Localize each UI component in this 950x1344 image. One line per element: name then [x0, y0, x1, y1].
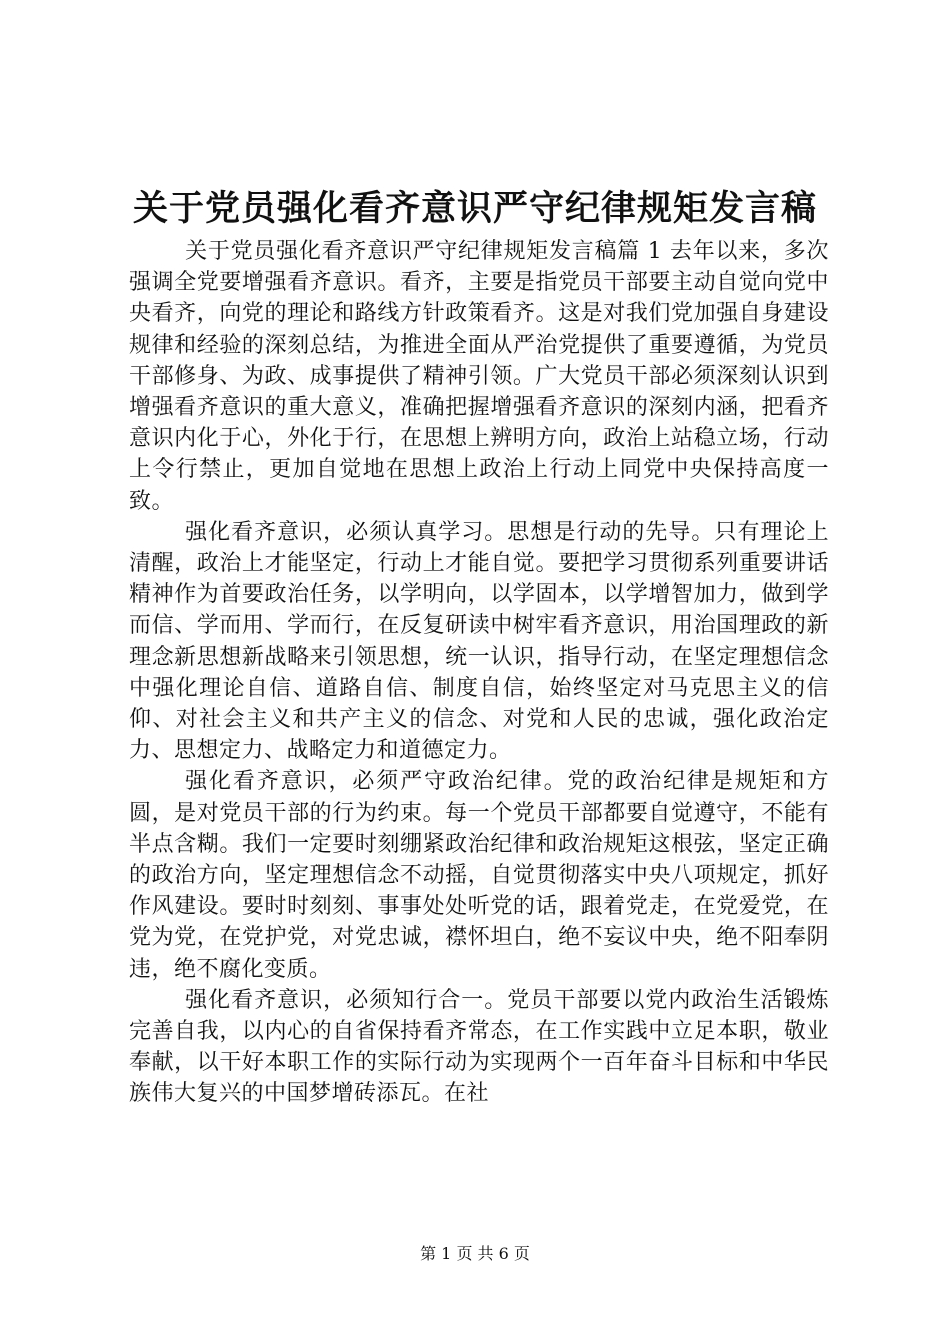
paragraph-2: 强化看齐意识，必须认真学习。思想是行动的先导。只有理论上清醒，政治上才能坚定，行动上才能自觉。要把学习贯彻系列重要讲话精神作为首要政治任务，以学明向，以学固本，以学增智加力，做到学而信、学而用、学而行，在反复研读中树牢看齐意识，用治国理政的新理念新思想新战略来引领思想，统一认识，指导行动，在坚定理想信念中强化理论自信、道路自信、制度自信，始终坚定对马克思主义的信仰、对社会主义和共产主义的信念、对党和人民的忠诚，强化政治定力、思想定力、战略定力和道德定力。: [129, 519, 829, 764]
paragraph-1: 关于党员强化看齐意识严守纪律规矩发言稿篇 1 去年以来，多次强调全党要增强看齐意识。看齐，主要是指党员干部要主动自觉向党中央看齐，向党的理论和路线方针政策看齐。这是对我们党加强自身建设规律和经验的深刻总结，为推进全面从严治党提供了重要遵循，为党员干部修身、为政、成事提供了精神引领。广大党员干部必须深刻认识到增强看齐意识的重大意义，准确把握增强看齐意识的深刻内涵，把看齐意识内化于心，外化于行，在思想上辨明方向，政治上站稳立场，行动上令行禁止，更加自觉地在思想上政治上行动上同党中央保持高度一致。: [129, 239, 829, 514]
document-title: 关于党员强化看齐意识严守纪律规矩发言稿: [132, 189, 817, 229]
page-footer: 第 1 页 共 6 页: [420, 1244, 530, 1263]
paragraph-3: 强化看齐意识，必须严守政治纪律。党的政治纪律是规矩和方圆，是对党员干部的行为约束。每一个党员干部都要自觉遵守，不能有半点含糊。我们一定要时刻绷紧政治纪律和政治规矩这根弦，坚定正确的政治方向，坚定理想信念不动摇，自觉贯彻落实中央八项规定，抓好作风建设。要时时刻刻、事事处处听党的话，跟着党走，在党爱党，在党为党，在党护党，对党忠诚，襟怀坦白，绝不妄议中央，绝不阳奉阴违，绝不腐化变质。: [129, 769, 829, 982]
paragraph-4: 强化看齐意识，必须知行合一。党员干部要以党内政治生活锻炼完善自我，以内心的自省保持看齐常态，在工作实践中立足本职，敬业奉献，以干好本职工作的实际行动为实现两个一百年奋斗目标和中华民族伟大复兴的中国梦增砖添瓦。在社: [129, 987, 829, 1107]
document-body: [129, 236, 829, 1110]
